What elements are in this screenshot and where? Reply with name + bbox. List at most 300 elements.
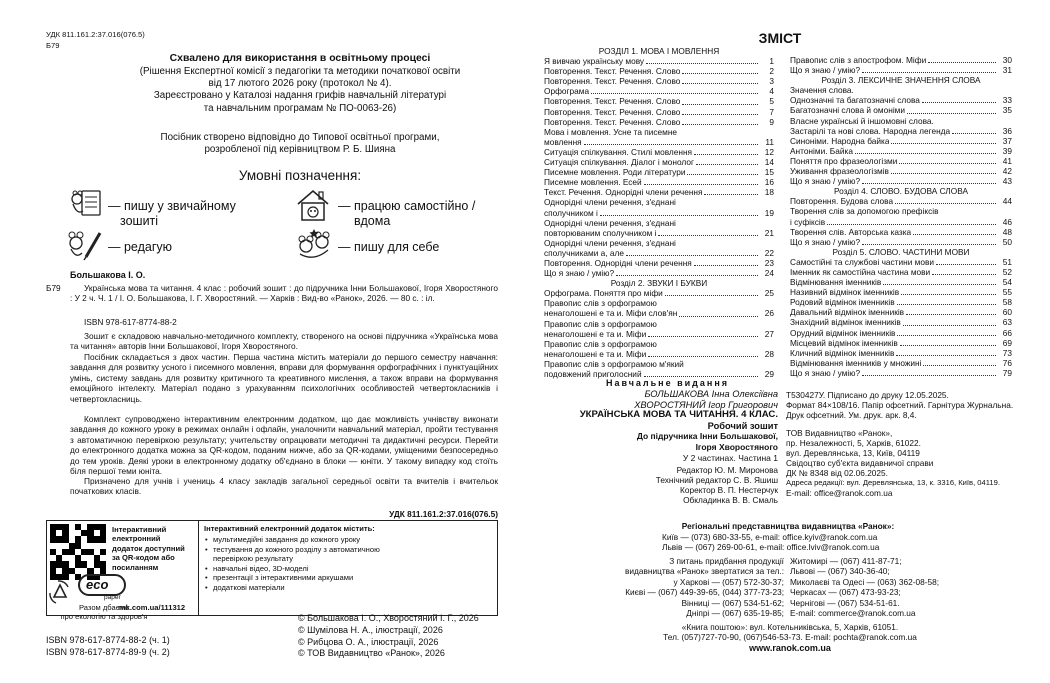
toc-leader [922, 102, 996, 103]
toc-page-number: 35 [1002, 105, 1012, 116]
description-p4: Призначено для учнів і учениць 4 класу закладів загальної середньої освіти та вчителів і вчительок початкових класів. [70, 476, 498, 497]
isbn-main: ISBN 978-617-8774-88-2 [84, 317, 177, 327]
toc-entry-label: Власне українські й іншомовні слова. [790, 115, 934, 126]
toc-leader [883, 284, 996, 285]
toc-leader [952, 133, 996, 134]
toc-entry[interactable] [544, 167, 774, 177]
toc-entry-label: Знахідний відмінок іменників [790, 317, 901, 328]
toc-entry-label: Повторення. Текст. Речення. Слово [544, 106, 681, 117]
toc-entry[interactable] [544, 329, 774, 339]
toc-entry-label: подовжений приголосний [544, 369, 642, 379]
publisher-info [786, 428, 1016, 498]
udk-code: УДК 811.161.2:37.016(076.5) [46, 30, 145, 39]
toc-leader [901, 294, 996, 295]
publisher-line: пр. Незалежності, 5, Харків, 61022. [786, 438, 921, 448]
toc-leader [682, 124, 758, 125]
qr-caption-line: за QR-кодом або [112, 553, 175, 563]
toc-entry-label: Повторення. Текст. Речення. Слово [544, 76, 681, 87]
toc-page-number: 23 [764, 257, 774, 268]
toc-leader [687, 174, 758, 175]
toc-entry-label: Антоніми. Байка [790, 145, 853, 156]
toc-entry[interactable] [790, 95, 1012, 105]
toc-page-number: 79 [1002, 367, 1012, 378]
toc-page-number: 31 [1002, 65, 1012, 76]
interactive-item: • навчальні відео, 3D-моделі [204, 564, 380, 574]
toc-page-number: 4 [769, 86, 774, 97]
house-icon [294, 186, 332, 224]
toc-page-number: 69 [1002, 337, 1012, 348]
staff-line: Обкладинка В. В. Смаль [683, 495, 778, 506]
toc-column-1 [544, 46, 774, 379]
qr-caption-line: Інтерактивний [112, 525, 167, 534]
toc-section-heading: Розділ 5. СЛОВО. ЧАСТИНИ МОВИ [832, 246, 970, 257]
toc-entry-label: Орфограма [544, 86, 590, 97]
toc-entry[interactable] [790, 348, 1012, 358]
toc-entry[interactable] [790, 328, 1012, 338]
toc-page-number: 12 [764, 146, 774, 157]
toc-entry[interactable] [790, 358, 1012, 368]
interactive-item: • тестування до кожного розділу з автоматичною перевіркою результату [204, 545, 380, 564]
toc-entry-label: Що я знаю / умію? [790, 176, 861, 187]
toc-entry-label: Повторення. Текст. Речення. Слово [544, 116, 681, 127]
toc-page-number: 58 [1002, 297, 1012, 308]
mail-line: «Книга поштою»: вул. Котельниківська, 5, Харків, 61051. [681, 622, 899, 632]
toc-entry[interactable] [544, 137, 774, 147]
toc-section-heading: Розділ 3. ЛЕКСИЧНЕ ЗНАЧЕННЯ СЛОВА [821, 75, 981, 86]
toc-entry[interactable] [544, 86, 774, 96]
toc-page-number: 48 [1002, 226, 1012, 237]
qr-code[interactable] [50, 524, 106, 580]
toc-entry-label: Місцевий відмінок іменників [790, 337, 898, 348]
publisher-line: Свідоцтво суб'єкта видавничої справи [786, 458, 934, 468]
toc-entry-label: Творення слів. Авторська казка [790, 226, 912, 237]
toc-leader [644, 376, 758, 377]
toc-entry-label: Орфограма. Поняття про міфи [544, 288, 663, 299]
orders-line: видавництва «Ранок» звертатися за тел.: [624, 566, 784, 577]
toc-page-number: 16 [764, 177, 774, 188]
toc-page-number: 19 [764, 207, 774, 218]
toc-leader [658, 235, 758, 236]
toc-entry-line: Творення слів за допомогою префіксів [790, 206, 939, 217]
eco-caption-line: про екологію та здоров'я [60, 611, 148, 621]
toc-entry[interactable] [790, 85, 1012, 95]
toc-page-number: 18 [764, 187, 774, 198]
toc-entry-line: Однорідні члени речення, з'єднані [544, 217, 676, 228]
toc-entry-label: Синоніми. Народна байка [790, 135, 890, 146]
orders-line: Миколаєві та Одесі — (063) 362-08-58; [790, 576, 940, 587]
qr-caption [112, 525, 196, 572]
toc-leader [682, 114, 758, 115]
eco-caption-line: Разом дбаємо [78, 603, 130, 612]
copyright-line: © Шумілова Н. А., ілюстрації, 2026 [298, 624, 443, 635]
toc-page-number: 52 [1002, 266, 1012, 277]
toc-leader [900, 345, 996, 346]
toc-leader [862, 72, 996, 73]
legend-line: зошиті [120, 214, 159, 228]
publisher-line: вул. Деревлянська, 13, Київ, 04119 [786, 448, 920, 458]
toc-entry-label: Повторення. Будова слова [790, 196, 894, 207]
toc-page-number: 50 [1002, 236, 1012, 247]
toc-entry-label: сполучниками а, але [544, 247, 624, 258]
mail-line: Тел. (057)727-70-90, (067)546-53-73. E-mail: pochta@ranok.com.ua [663, 632, 917, 643]
toc-page-number: 73 [1002, 347, 1012, 358]
toc-entry[interactable] [790, 146, 1012, 156]
toc-entry[interactable] [790, 227, 1012, 237]
toc-entry-label: Я вивчаю українську мову [544, 56, 645, 67]
toc-leader [694, 265, 758, 266]
toc-page-number: 51 [1002, 256, 1012, 267]
bbk-code-2: Б79 [46, 283, 61, 293]
toc-page-number: 2 [769, 66, 774, 77]
publisher-line: ТОВ Видавництво «Ранок», [786, 428, 893, 438]
toc-page-number: 39 [1002, 145, 1012, 156]
mice-icon [294, 226, 334, 262]
regional-line: Львів — (067) 269-00-61, e-mail: office.lviv@ranok.com.ua [662, 542, 880, 552]
toc-leader [923, 365, 996, 366]
qr-caption-line: посиланням [112, 562, 159, 572]
toc-entry[interactable] [790, 55, 1012, 65]
website-link[interactable]: www.ranok.com.ua [749, 643, 831, 653]
legend-line: — пишу у звичайному [108, 199, 236, 213]
orders-line: Києві — (067) 449-39-65, (044) 377-73-23; [625, 587, 784, 598]
toc-entry[interactable] [790, 277, 1012, 287]
toc-entry[interactable] [544, 107, 774, 117]
toc-page-number: 33 [1002, 95, 1012, 106]
book-parts: У 2 частинах. Частина 1 [682, 452, 778, 463]
toc-page-number: 42 [1002, 166, 1012, 177]
approval-line: та навчальним програмам № ПО-0063-26) [203, 102, 397, 114]
orders-right [790, 556, 939, 618]
toc-entry[interactable] [790, 136, 1012, 146]
approval-line: від 17 лютого 2026 року (протокол № 4). [208, 78, 392, 90]
toc-entry[interactable] [544, 288, 774, 298]
isbn-list [46, 635, 170, 659]
toc-entry[interactable] [544, 248, 774, 258]
toc-page-number: 22 [764, 247, 774, 258]
legend-text [338, 199, 475, 229]
toc-entry-label: Поняття про фразеологізми [790, 155, 898, 166]
toc-entry[interactable] [544, 56, 774, 66]
orders-left [560, 556, 784, 618]
toc-entry-label: Самостійні та службові частини мови [790, 256, 935, 267]
toc-entry-label: Уживання фразеологізмів [790, 166, 889, 177]
toc-leader [665, 295, 758, 296]
toc-page-number: 9 [769, 116, 774, 127]
toc-leader [913, 234, 996, 235]
toc-entry[interactable] [544, 187, 774, 197]
description-p1: Зошит є складовою навчально-методичного комплекту, створеного на основі підручника «Українська мова та читання» авторів Інни Большакової, Ігоря Хворостяного. [70, 331, 498, 352]
author-line: БОЛЬШАКОВА Інна Олексіївна [644, 389, 778, 399]
toc-page-number: 14 [764, 157, 774, 168]
toc-leader [616, 275, 758, 276]
toc-page-number: 30 [1002, 55, 1012, 65]
toc-entry[interactable] [544, 177, 774, 187]
book-title: УКРАЇНСЬКА МОВА ТА ЧИТАННЯ. 4 КЛАС. [579, 409, 778, 421]
print-info [786, 391, 1016, 420]
toc-entry[interactable] [790, 166, 1012, 176]
toc-leader [897, 304, 996, 305]
book-subtitle: Робочий зошит [707, 420, 778, 431]
staff-line: Коректор В. П. Нестерчук [680, 485, 778, 496]
print-info-line: Т530427У. Підписано до друку 12.05.2025. [786, 390, 949, 400]
toc-entry[interactable] [790, 307, 1012, 317]
toc-entry-label: Іменник як самостійна частина мови [790, 266, 931, 277]
approval-line: Зареєстровано у Каталозі надання грифів навчальній літературі [153, 90, 447, 102]
toc-entry[interactable] [790, 297, 1012, 307]
toc-entry[interactable] [790, 196, 1012, 206]
qr-caption-line: електронний [112, 534, 161, 544]
regional-line: Київ — (073) 680-33-55, e-mail: office.kyiv@ranok.com.ua [662, 532, 878, 542]
interactive-list [204, 535, 380, 593]
toc-entry-label: Писемне мовлення. Есей [544, 177, 642, 188]
toc-entry-label: Правопис слів з апострофом. Міфи [790, 55, 927, 65]
toc-entry-line: Правопис слів з орфограмою [544, 338, 657, 349]
legend-line: вдома [354, 214, 391, 228]
toc-entry-label: Кличний відмінок іменників [790, 347, 895, 358]
toc-entry[interactable] [544, 308, 774, 318]
program-line: розробленої під керівництвом Р. Б. Шияна [204, 144, 396, 156]
description-p2: Посібник складається з двох частин. Перша частина містить матеріали до першого семестру навчання: завдання для розвитку усного і писемного мовлення, вправи для формування орфографічних і пунктуаційних умінь, систему завдань для розвитку критичного та креативного мислення, а також вправи на формування емоційного інтелекту. Матеріал подано з урахуванням психологічних особливостей четвертокласників і четвертокласниць. [70, 352, 498, 404]
toc-entry[interactable] [544, 208, 774, 218]
toc-leader [907, 113, 996, 114]
toc-entry[interactable] [790, 317, 1012, 327]
orders-line: Чернігові — (067) 534-51-61. [790, 597, 900, 608]
toc-page-number: 29 [764, 369, 774, 379]
legend-text: — пишу для себе [338, 240, 440, 254]
print-info-line: Друк офсетний. Ум. друк. арк. 8,4. [786, 409, 917, 420]
toc-entry-label: Писемне мовлення. Роди літератури [544, 167, 686, 178]
toc-page-number: 41 [1002, 155, 1012, 166]
toc-page-number: 46 [1002, 216, 1012, 227]
toc-entry[interactable] [790, 257, 1012, 267]
toc-entry-line: Правопис слів з орфограмою м'який [544, 358, 684, 369]
toc-leader [682, 104, 758, 105]
toc-leader [862, 244, 996, 245]
toc-entry[interactable] [790, 217, 1012, 227]
toc-entry[interactable] [790, 368, 1012, 378]
toc-leader [591, 93, 758, 94]
publisher-line[interactable]: E-mail: office@ranok.com.ua [786, 488, 893, 498]
toc-entry-label: Багатозначні слова й омоніми [790, 105, 906, 116]
toc-page-number: 11 [765, 136, 774, 147]
toc-entry[interactable] [544, 66, 774, 76]
toc-leader [644, 184, 758, 185]
interactive-title: Інтерактивний електронний додаток містить: [204, 524, 375, 533]
toc-entry-label: і суфіксів [790, 216, 826, 227]
book-to: До підручника Інни Большакової, [636, 431, 778, 442]
copyright-line: © ТОВ Видавництво «Ранок», 2026 [298, 648, 445, 659]
toc-leader [936, 264, 996, 265]
toc-entry-label: Повторення. Текст. Речення. Слово [544, 66, 681, 77]
toc-entry-label: Орудний відмінок іменників [790, 327, 896, 338]
toc-entry[interactable] [790, 156, 1012, 166]
toc-entry[interactable] [790, 287, 1012, 297]
toc-entry-label: ненаголошені е та и. Міфи [544, 328, 647, 339]
book-to: Ігоря Хворостяного [695, 441, 778, 452]
toc-entry[interactable] [790, 116, 1012, 126]
toc-entry[interactable] [544, 157, 774, 167]
regional-title: Регіональні представництва видавництва «Ранок»: [681, 521, 895, 531]
toc-entry-line: Правопис слів з орфограмою [544, 298, 657, 309]
publisher-line: ДК № 8348 від 02.06.2025. [786, 468, 888, 478]
toc-entry-label: ненаголошені е та и. Міфи [544, 348, 647, 359]
publisher-line: Адреса редакції: вул. Деревлянська, 13, к. 3316, Київ, 04119. [786, 478, 1000, 487]
isbn-line: ISBN 978-617-8774-89-9 (ч. 2) [46, 646, 170, 657]
toc-section-heading: РОЗДІЛ 1. МОВА І МОВЛЕННЯ [598, 46, 720, 56]
toc-entry[interactable] [790, 105, 1012, 115]
toc-page-number: 36 [1002, 125, 1012, 136]
toc-leader [895, 203, 996, 204]
toc-page-number: 54 [1002, 277, 1012, 288]
toc-page-number: 76 [1002, 357, 1012, 368]
legend-text [108, 199, 236, 229]
toc-leader [903, 325, 996, 326]
toc-entry[interactable] [544, 258, 774, 268]
toc-page-number: 1 [769, 56, 774, 67]
orders-line: З питань придбання продукції [669, 556, 784, 566]
toc-entry-label: Відмінювання іменників [790, 277, 882, 288]
eco-logo-text: eco [86, 577, 109, 592]
staff-line: Технічний редактор С. В. Яшиш [655, 475, 778, 486]
toc-entry[interactable] [544, 117, 774, 127]
toc-leader [584, 144, 758, 145]
toc-entry-label: Текст. Речення. Однорідні члени речення [544, 187, 703, 198]
program-note [100, 132, 500, 156]
toc-page-number: 24 [764, 268, 774, 279]
orders-line: Дніпрі — (067) 635-19-85; [686, 608, 784, 619]
toc-entry-label: Відмінювання іменників у множині [790, 357, 922, 368]
toc-entry-line: Мова і мовлення. Усне та писемне [544, 126, 678, 137]
writing-hand-icon [68, 187, 104, 221]
toc-entry-label: Називний відмінок іменників [790, 287, 900, 298]
staff-line: Редактор Ю. М. Миронова [676, 465, 778, 476]
toc-entry-label: Повторення. Текст. Речення. Слово [544, 96, 681, 107]
toc-entry-label: Повторення. Однорідні члени речення [544, 257, 692, 268]
author-heading: Большакова І. О. [70, 270, 146, 280]
toc-page-number: 21 [764, 227, 774, 238]
toc-entry-label: Родовий відмінок іменників [790, 297, 895, 308]
isbn-line: ISBN 978-617-8774-88-2 (ч. 1) [46, 635, 170, 645]
toc-section-heading: Розділ 4. СЛОВО. БУДОВА СЛОВА [833, 186, 969, 197]
toc-page-number: 3 [769, 76, 774, 87]
eco-sub: paper [104, 594, 121, 601]
toc-leader [626, 255, 758, 256]
udk-bottom: УДК 811.161.2:37.016(076.5) [389, 509, 498, 519]
qr-caption-line: додаток доступний [112, 543, 185, 553]
toc-leader [932, 274, 996, 275]
toc-entry-label: Значення слова. [790, 85, 854, 96]
toc-entry[interactable] [790, 126, 1012, 136]
toc-entry[interactable] [544, 268, 774, 278]
toc-entry[interactable] [544, 96, 774, 106]
toc-leader [891, 143, 996, 144]
toc-entry[interactable] [544, 76, 774, 86]
qr-link[interactable]: rnk.com.ua/111312 [118, 603, 186, 612]
toc-leader [696, 164, 758, 165]
toc-page-number: 66 [1002, 327, 1012, 338]
orders-line: Вінниці — (067) 534-51-62; [681, 597, 784, 608]
toc-leader [896, 355, 996, 356]
toc-entry-label: Що я знаю / умію? [790, 65, 861, 76]
interactive-item: • мультимедійні завдання до кожного уроку [204, 535, 380, 545]
toc-entry[interactable] [790, 338, 1012, 348]
toc-entry-label: Давальний відмінок іменників [790, 307, 905, 318]
toc-entry-label: Що я знаю / умію? [790, 236, 861, 247]
toc-page-number: 15 [764, 167, 774, 178]
interactive-item: • презентації з інтерактивними аркушами [204, 573, 380, 583]
toc-entry-label: Ситуація спілкування. Стилі мовлення [544, 146, 693, 157]
toc-leader [682, 83, 758, 84]
toc-entry-label: мовлення [544, 136, 582, 147]
toc-leader [679, 316, 758, 317]
toc-entry-line: Однорідні члени речення, з'єднані [544, 237, 676, 248]
print-info-line: Формат 84×108/16. Папір офсетний. Гарнітура Журнальна. [786, 399, 1014, 410]
toc-page-number: 55 [1002, 287, 1012, 298]
toc-entry-label: Однозначні та багатозначні слова [790, 95, 920, 106]
toc-leader [862, 183, 996, 184]
toc-entry[interactable] [790, 176, 1012, 186]
program-line: Посібник створено відповідно до Типової освітньої програми, [160, 132, 440, 143]
nav-title: Навчальне видання [606, 378, 730, 388]
toc-entry[interactable] [790, 237, 1012, 247]
toc-entry[interactable] [544, 228, 774, 238]
pencil-icon [64, 227, 104, 261]
imprint-block [560, 389, 778, 505]
toc-page-number: 5 [769, 96, 774, 107]
toc-entry-label: Що я знаю / умію? [790, 367, 861, 378]
toc-entry-label: повторюваним сполучником і [544, 227, 657, 238]
toc-entry-line: Правопис слів з орфограмою [544, 318, 657, 329]
toc-entry-label: Ситуація спілкування. Діалог і монолог [544, 157, 694, 168]
toc-leader [897, 335, 996, 336]
toc-leader [855, 153, 996, 154]
copyright-line: © Рибцова О. А., ілюстрації, 2026 [298, 636, 439, 647]
toc-entry[interactable] [790, 65, 1012, 75]
orders-line[interactable]: E-mail: commerce@ranok.com.ua [790, 608, 916, 619]
legend-text: — редагую [108, 240, 173, 254]
description-p3: Комплект супроводжено інтерактивним електронним додатком, що дає можливість учнівству виконати завдання до кожного уроку в режимах онлайн і офлайн, уналочнити навчальний матеріал, пройти тестування з автоматичною перевіркою результату; учительству опрацювати методичні та дидактичні ресурси. Перейти до електронного додатка можна за QR-кодом, поданим нижче, або за QR-кодами, уміщеними безпосередньо до тем уроків. Деякі уроки в електронному додатку об'єднано в блоки — юніти. У такому випадку код стоїть біля першої теми юніта. [70, 414, 498, 477]
toc-entry-label: сполучником і [544, 207, 598, 218]
toc-leader [694, 154, 758, 155]
regional-list [662, 532, 879, 552]
toc-page-number: 44 [1002, 196, 1012, 207]
author-line: ХВОРОСТЯНИЙ Ігор Григорович [634, 399, 778, 410]
interactive-item: • додаткові матеріали [204, 583, 380, 593]
toc-entry[interactable] [544, 349, 774, 359]
toc-entry[interactable] [544, 147, 774, 157]
toc-page-number: 43 [1002, 176, 1012, 187]
toc-leader [704, 194, 758, 195]
orders-line: Черкасах — (067) 473-93-23; [790, 587, 901, 598]
toc-leader [862, 375, 996, 376]
toc-entry-label: ненаголошені е та и. Міфи слов'ян [544, 308, 678, 319]
toc-column-2 [790, 55, 1012, 378]
toc-entry-label: Застарілі та нові слова. Народна легенда [790, 125, 951, 136]
toc-page-number: 26 [764, 308, 774, 319]
toc-page-number: 28 [764, 348, 774, 359]
toc-leader [682, 73, 758, 74]
toc-page-number: 27 [764, 328, 774, 339]
legend-line: — працюю самостійно / [338, 199, 476, 213]
eco-caption [46, 604, 162, 621]
toc-entry[interactable] [790, 267, 1012, 277]
toc-leader [899, 163, 996, 164]
toc-leader [646, 63, 758, 64]
toc-leader [891, 173, 996, 174]
toc-leader [600, 215, 758, 216]
toc-page-number: 25 [764, 288, 774, 299]
toc-entry-line: Однорідні члени речення, з'єднані [544, 197, 676, 208]
